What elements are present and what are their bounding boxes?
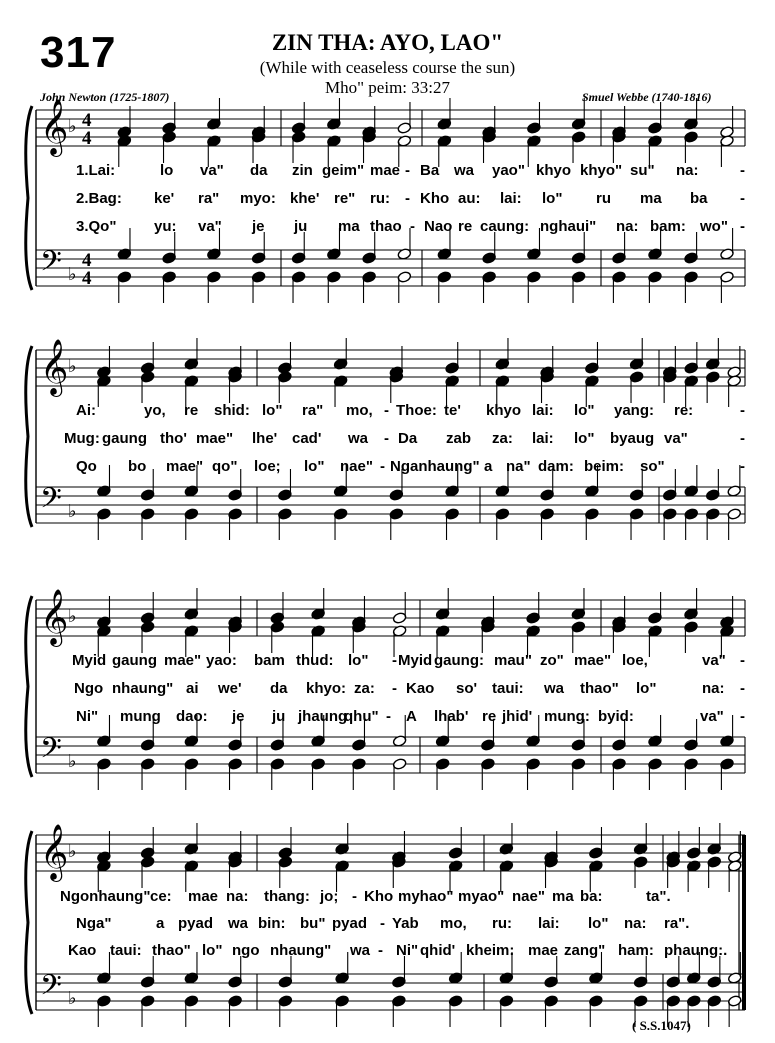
lyric-word: lo"	[348, 652, 369, 669]
lyric-word: va"	[702, 652, 726, 669]
lyric-word: ham:	[618, 942, 654, 959]
lyric-word: -	[392, 680, 397, 697]
lyric-word: ju	[272, 708, 286, 725]
lyric-line	[0, 190, 775, 210]
flat-icon: ♭	[68, 606, 77, 627]
source-reference: ( S.S.1047)	[632, 1018, 691, 1033]
lyric-word: wa	[454, 162, 475, 179]
lyric-word: au:	[458, 190, 481, 207]
flat-icon: ♭	[68, 116, 77, 137]
lyric-word: zab	[446, 430, 472, 447]
lyric-word: lo"	[636, 680, 657, 697]
scripture-reference: Mho" peim: 33:27	[325, 78, 450, 97]
lyric-word: ru:	[370, 190, 390, 207]
lyric-word: na:	[702, 680, 725, 697]
lyric-word: wa	[348, 430, 369, 447]
time-signature-digit: 4	[82, 250, 92, 271]
lyric-word: khyo:	[306, 680, 347, 697]
lyric-word: geim"	[322, 162, 365, 179]
lyric-word: je	[252, 218, 265, 235]
lyric-word: re:	[674, 402, 694, 419]
hymn-subtitle: (While with ceaseless course the sun)	[259, 58, 516, 77]
lyric-word: Thoe:	[396, 402, 437, 419]
lyric-word: zo"	[540, 652, 564, 669]
lyric-word: -	[740, 162, 745, 179]
lyric-word: lo"	[304, 458, 325, 475]
lyric-word: re	[482, 708, 497, 725]
lyric-word: ra"	[198, 190, 220, 207]
lyric-word: phaung:.	[664, 942, 728, 959]
lyric-word: caung:	[480, 218, 530, 235]
lyric-word: a	[484, 458, 493, 475]
lyric-word: ba:	[580, 888, 603, 905]
lyric-word: ke'	[154, 190, 175, 207]
lyric-word: byaug	[610, 430, 655, 447]
lyric-word: byid:	[598, 708, 634, 725]
lyric-word: Yab	[392, 915, 419, 932]
lyric-word: pyad	[178, 915, 214, 932]
lyric-word: nae"	[340, 458, 373, 475]
lyric-word: ra"	[302, 402, 324, 419]
lyric-word: wa	[544, 680, 565, 697]
lyric-word: 1.Lai:	[76, 162, 116, 179]
time-signature-digit: 4	[82, 110, 92, 131]
lyricist-credit: John Newton (1725-1807)	[40, 90, 170, 104]
lyric-word: thao"	[152, 942, 191, 959]
lyric-word: kheim:	[466, 942, 515, 959]
lyric-word: mau"	[494, 652, 532, 669]
lyric-word: dam:	[538, 458, 574, 475]
lyric-word: wa	[228, 915, 249, 932]
lyric-word: Ngonhaung"	[60, 888, 151, 905]
lyric-line	[0, 218, 775, 238]
lyric-word: ai	[186, 680, 199, 697]
lyric-word: -	[384, 430, 389, 447]
lyric-word: va"	[664, 430, 688, 447]
lyric-word: ba	[690, 190, 708, 207]
lyric-word: Mug:	[64, 430, 100, 447]
lyric-word: shid:	[214, 402, 250, 419]
lyric-word: khyo	[536, 162, 572, 179]
lyric-word: myo:	[240, 190, 276, 207]
flat-icon: ♭	[68, 264, 77, 285]
lyric-word: mae	[188, 888, 219, 905]
lyric-word: ta".	[646, 888, 671, 905]
lyric-word: ngo	[232, 942, 260, 959]
lyric-word: tho'	[160, 430, 187, 447]
lyric-word: Myid	[398, 652, 433, 669]
lyric-word: taui:	[110, 942, 142, 959]
lyric-word: mae"	[574, 652, 612, 669]
lyric-word: Kao	[68, 942, 97, 959]
lyric-word: myao"	[458, 888, 505, 905]
lyric-word: mo,	[440, 915, 467, 932]
lyric-word: lhab'	[434, 708, 469, 725]
lyric-word: Ni"	[76, 708, 99, 725]
lyric-word: Myid	[72, 652, 107, 669]
lyric-word: ru:	[492, 915, 512, 932]
lyric-word: -	[740, 458, 745, 475]
lyric-word: -	[740, 218, 745, 235]
treble-clef-icon: 𝄞	[40, 824, 69, 880]
lyric-word: myhao"	[398, 888, 454, 905]
lyric-word: beim:	[584, 458, 625, 475]
lyric-word: -	[740, 402, 745, 419]
flat-icon: ♭	[68, 841, 77, 862]
lyric-word: -	[352, 888, 357, 905]
hymn-title: ZIN THA: AYO, LAO"	[271, 30, 504, 55]
lyric-word: Ba	[420, 162, 440, 179]
lyric-word: mung	[120, 708, 161, 725]
lyric-word: da	[270, 680, 288, 697]
lyric-word: je	[232, 708, 245, 725]
lyric-word: cad'	[292, 430, 322, 447]
lyric-line	[0, 942, 775, 962]
lyric-word: jhaung	[298, 708, 348, 725]
lyric-word: lai:	[500, 190, 522, 207]
lyric-word: jo;	[320, 888, 339, 905]
lyric-word: za:	[492, 430, 513, 447]
treble-clef-icon: 𝄞	[40, 589, 69, 645]
lyric-word: mo,	[346, 402, 373, 419]
lyric-word: nhaung"	[270, 942, 332, 959]
lyric-word: thang:	[264, 888, 310, 905]
treble-clef-icon: 𝄞	[40, 99, 69, 155]
lyric-word: mae	[370, 162, 401, 179]
lyric-word: -	[392, 652, 397, 669]
lyric-word: Kho	[420, 190, 450, 207]
lyric-word: na:	[624, 915, 647, 932]
lyric-word: yo,	[144, 402, 166, 419]
lyric-line	[0, 708, 775, 728]
composer-credit: Smuel Webbe (1740-1816)	[582, 90, 712, 104]
treble-clef-icon: 𝄞	[40, 339, 69, 395]
bass-clef-icon: 𝄢	[40, 245, 62, 285]
lyric-word: na:	[226, 888, 249, 905]
lyric-word: lo"	[262, 402, 283, 419]
lyric-line	[0, 652, 775, 672]
lyric-word: lo	[160, 162, 174, 179]
lyric-word: zang"	[564, 942, 606, 959]
lyric-word: khyo"	[580, 162, 623, 179]
lyric-word: Nganhaung"	[390, 458, 480, 475]
lyric-word: Ai:	[76, 402, 96, 419]
lyric-word: dao:	[176, 708, 208, 725]
lyric-word: ju	[294, 218, 308, 235]
lyric-word: -	[405, 162, 410, 179]
lyric-word: -	[384, 402, 389, 419]
lyric-word: -	[386, 708, 391, 725]
lyric-word: da	[250, 162, 268, 179]
lyric-word: thao"	[580, 680, 619, 697]
lyric-word: Nga"	[76, 915, 112, 932]
lyric-word: na:	[676, 162, 699, 179]
lyric-word: bo	[128, 458, 147, 475]
flat-icon: ♭	[68, 501, 77, 522]
lyric-word: qhu"	[344, 708, 379, 725]
lyric-word: -	[740, 680, 745, 697]
lyric-word: ra".	[664, 915, 690, 932]
lyric-word: yao:	[206, 652, 237, 669]
lyric-word: lai:	[532, 402, 554, 419]
lyric-word: mae"	[164, 652, 202, 669]
lyric-word: -	[378, 942, 383, 959]
lyric-word: gaung:	[434, 652, 484, 669]
lyric-word: A	[406, 708, 417, 725]
lyric-word: -	[410, 218, 415, 235]
lyric-word: bu"	[300, 915, 326, 932]
lyric-word: lo"	[202, 942, 223, 959]
lyric-word: wa	[350, 942, 371, 959]
lyric-word: loe,	[622, 652, 648, 669]
lyric-word: khe'	[290, 190, 320, 207]
lyric-word: loe;	[254, 458, 281, 475]
lyric-word: we'	[218, 680, 242, 697]
lyric-word: gaung	[102, 430, 147, 447]
lyric-word: Nao	[424, 218, 453, 235]
lyric-word: mae"	[166, 458, 204, 475]
lyric-word: lhe'	[252, 430, 278, 447]
lyric-word: Kao	[406, 680, 435, 697]
lyric-word: Ni"	[396, 942, 419, 959]
lyric-word: ma	[640, 190, 662, 207]
lyric-word: ma	[338, 218, 360, 235]
lyric-word: jhid'	[502, 708, 533, 725]
lyric-word: -	[380, 915, 385, 932]
lyric-word: nhaung"	[112, 680, 174, 697]
lyric-word: yu:	[154, 218, 177, 235]
lyric-word: bin:	[258, 915, 286, 932]
lyric-word: -	[405, 190, 410, 207]
lyric-word: so'	[456, 680, 478, 697]
lyric-line	[0, 430, 775, 450]
lyric-word: mae	[528, 942, 559, 959]
lyric-word: -	[740, 708, 745, 725]
lyric-word: thud:	[296, 652, 334, 669]
lyric-word: za:	[354, 680, 375, 697]
lyric-word: yao"	[492, 162, 525, 179]
lyric-word: va"	[198, 218, 222, 235]
lyric-word: Kho	[364, 888, 394, 905]
lyric-word: mung:	[544, 708, 590, 725]
bass-clef-icon: 𝄢	[40, 732, 62, 772]
lyric-word: qhid'	[420, 942, 456, 959]
flat-icon: ♭	[68, 751, 77, 772]
lyric-word: re"	[334, 190, 356, 207]
lyric-word: lai:	[538, 915, 560, 932]
lyric-word: a	[156, 915, 165, 932]
lyric-word: lo"	[588, 915, 609, 932]
lyric-word: na:	[616, 218, 639, 235]
lyric-word: va"	[700, 708, 724, 725]
lyric-word: Qo	[76, 458, 97, 475]
lyric-word: 3.Qo"	[76, 218, 117, 235]
lyric-line	[0, 402, 775, 422]
lyric-word: nae"	[512, 888, 545, 905]
hymn-number: 317	[40, 28, 117, 77]
lyric-word: su"	[630, 162, 655, 179]
lyric-line	[0, 458, 775, 478]
lyric-word: khyo	[486, 402, 522, 419]
lyric-word: wo"	[700, 218, 728, 235]
lyric-word: yang:	[614, 402, 655, 419]
lyric-word: lo"	[574, 402, 595, 419]
lyric-word: nghaui"	[540, 218, 597, 235]
lyric-word: taui:	[492, 680, 524, 697]
lyric-word: gaung	[112, 652, 157, 669]
lyric-word: re	[184, 402, 199, 419]
flat-icon: ♭	[68, 356, 77, 377]
lyric-word: na"	[506, 458, 531, 475]
lyric-word: thao	[370, 218, 402, 235]
lyric-word: ce:	[150, 888, 172, 905]
lyric-word: -	[380, 458, 385, 475]
lyric-line	[0, 888, 775, 908]
lyric-word: pyad	[332, 915, 368, 932]
lyric-word: bam:	[650, 218, 686, 235]
lyric-word: qo"	[212, 458, 238, 475]
flat-icon: ♭	[68, 988, 77, 1009]
lyric-line	[0, 162, 775, 182]
lyric-word: -	[740, 652, 745, 669]
time-signature-digit: 4	[82, 128, 92, 149]
lyric-word: re	[458, 218, 473, 235]
time-signature-digit: 4	[82, 268, 92, 289]
lyric-word: mae"	[196, 430, 234, 447]
lyric-word: va"	[200, 162, 224, 179]
lyric-word: Ngo	[74, 680, 104, 697]
lyric-word: Da	[398, 430, 418, 447]
lyric-word: lai:	[532, 430, 554, 447]
lyric-word: lo"	[542, 190, 563, 207]
bass-clef-icon: 𝄢	[40, 482, 62, 522]
lyric-word: te'	[444, 402, 461, 419]
lyric-word: 2.Bag:	[76, 190, 122, 207]
lyric-word: zin	[292, 162, 313, 179]
lyric-word: ma	[552, 888, 574, 905]
lyric-line	[0, 915, 775, 935]
lyric-word: -	[740, 430, 745, 447]
lyric-word: -	[740, 190, 745, 207]
bass-clef-icon: 𝄢	[40, 969, 62, 1009]
lyric-word: so"	[640, 458, 665, 475]
lyric-word: ru	[596, 190, 611, 207]
lyric-word: lo"	[574, 430, 595, 447]
lyric-line	[0, 680, 775, 700]
lyric-word: bam	[254, 652, 285, 669]
